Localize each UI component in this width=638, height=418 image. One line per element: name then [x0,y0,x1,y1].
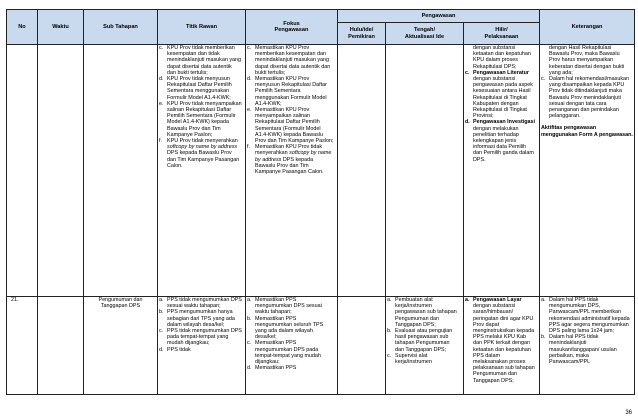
col-hulu: Hulu/ide/ Pemikiran [338,23,386,45]
page-number: 36 [625,410,632,416]
col-fokus-pengawasan: Fokus Pengawasan [246,10,338,45]
hilir-cell [464,297,540,395]
list-item: a. Memastikan PPS mengumumkan DPS sesuai waktu tahapan; [247,297,322,316]
titik-rawan-cell [158,297,246,395]
list-item: a. Dalam hal PPS tidak mengumumkan DPS, Panwascam/PPL memberikan rekomendasi administratif kepada PPS agar segera mengumumkan DPS paling lama 1x24 jam; [541,297,630,335]
list-item: b. Memastikan PPS mengumumkan seluruh TPS yang ada dalam wilayah desa/kel; [247,315,324,341]
list-item: c. Memastikan KPU Prov memberikan kesempatan dan menindaklanjuti masukan yang dapat disertai data autentik dan bukti tertulis; [247,45,331,76]
list-item: a. PPS tidak mengumumkan DPS sesuai waktu tahapan; [159,297,242,310]
col-hilir: Hilir/ Pelaksanaan [464,23,540,45]
list-item: d. KPU Prov tidak menyusun Rekapitulasi Daftar Pemilih Sementara menggunakan Formulir Model A1.4-KWK; [159,76,232,101]
list-item: d. Pengawasan Investigasi dengan melakukan penelitian terhadap kelengkapan jenis informasi data Pemilih dan Pemilih ganda dalam DPS. [465,119,536,163]
list-item: c. Pengawasan Literatur dengan substansi pengawasan pada aspek kesesuaian antara Hasil Rekapitulasi di Tingkat Kabupaten dengan Rekapitulasi di Tingkat Provinsi; [465,69,533,120]
list-item: f. KPU Prov tidak menyerahkan softcopy by name by address DPS kepada Bawaslu Prov dan Tim Kampanye Pasangan Calon. [159,138,240,169]
list-item: b. Evaluasi atau pengujian hasil pengawasan sub tahapan Pengumuman dan Tanggapan DPS; [387,328,453,353]
list-item: d. Memastikan PPS [247,365,297,372]
col-sub-tahapan: Sub Tahapan [84,10,158,45]
titik-rawan-cell [158,45,246,297]
row-number: 21. [7,297,38,395]
list-item: c. PPS tidak mengumumkan DPS pada tempat-tempat yang mudah dijangkau; [159,328,242,347]
document-sheet [6,9,634,395]
keterangan-note: Aktifitas pengawasan menggunakan Form A pengawasan. [541,125,633,138]
list-item: a. Pembuatan alat kerja/instrumen pengawasan sub tahapan Pengumuman dan Tanggapan DPS; [387,297,457,328]
list-item: a. Pengawasan Layar dengan substansi saran/himbauan/ peringatan dini agar KPU Prov dapat menginstruksikan kepada PPS melalui KPU Kab dan PPK terkait dengan ketaatan dan kepatuhan PPS dalam melaksanakan proses pelaksanaan sub tahapan Pengumuman dan Tanggapan DPS; [465,297,535,384]
col-tengah: Tengah/ Aktualisasi Ide [386,23,464,45]
list-item: e. Memastikan KPU Prov menyampaikan salinan Rekapitulasi Daftar Pemilih Sementara (Formulir Model A1.4-KWK) kepada Bawaslu Prov dan Tim Kampanye Paslon; [247,107,334,145]
list-item: b. PPS mengumumkan hanya sebagian dari TPS yang ada dalam wilayah desa/kel; [159,309,235,328]
list-item: c. Dalam hal rekomendasi/masukan yang disampaikan kepada KPU Prov tidak ditindaklanjuti maka Bawaslu Prov menindaklanjuti sesuai dengan tata cara penanganan dan penindakan pelanggaran. [541,76,630,120]
col-titik-rawan: Titik Rawan [158,10,246,45]
tengah-cell [386,297,464,395]
list-item: e. KPU Prov tidak menyampaikan salinan Rekapitulasi Daftar Pemilih Sementara (Formulir Model A1.4-KWK) kepada Bawaslu Prov dan Tim Kampanye Paslon; [159,100,242,138]
col-pengawasan: Pengawasan [338,10,540,23]
fokus-cell [246,45,338,297]
list-item: d. Memastikan KPU Prov menyusun Rekapitulasi Daftar Pemilih Sementara menggunakan Formulir Model A1.4-KWK; [247,76,327,107]
col-no: No [7,10,38,45]
list-item: dengan Hasil Rekapitulasi Bawaslu Prov, maka Bawaslu Prov harus menyampaikan keberatan disertai dengan bukti yang ada; [549,45,625,76]
table-row-continued [7,45,635,297]
list-item: c. Supervisi alat kerja/instrumen [387,352,432,366]
col-keterangan: Keterangan [540,10,635,45]
list-item: c. Memastikan PPS mengumumkan DPS pada tempat-tempat yang mudah dijangkau; [247,340,321,366]
hilir-cell [464,45,540,297]
list-item: b. Dalam hal PPS tidak menindaklanjuti masukan/tanggapan/ usulan perbaikan, maka Panwascam/PPL [541,334,617,366]
list-item: c. KPU Prov tidak memberikan kesempatan dan tidak menindaklanjuti masukan yang dapat disertai data autentik dan bukti tertulis; [159,45,242,76]
col-waktu: Waktu [38,10,84,45]
keterangan-cell [540,297,635,395]
supervision-table [6,9,635,395]
list-item: f. Memastikan KPU Prov tidak menyerahkan softcopy by name by address DPS kepada Bawaslu Prov dan Tim Kampanye Pasangan Calon. [247,144,332,176]
list-item: dengan substansi ketaatan dan kepatuhan KPU dalam proses Rekapitulasi DPS; [473,45,531,70]
sub-tahapan-cell: Pengumuman dan Tanggapan DPS [84,297,158,395]
keterangan-cell [540,45,635,297]
fokus-cell [246,297,338,395]
list-item: d. PPS tidak [159,346,191,353]
table-row-21 [7,297,635,395]
